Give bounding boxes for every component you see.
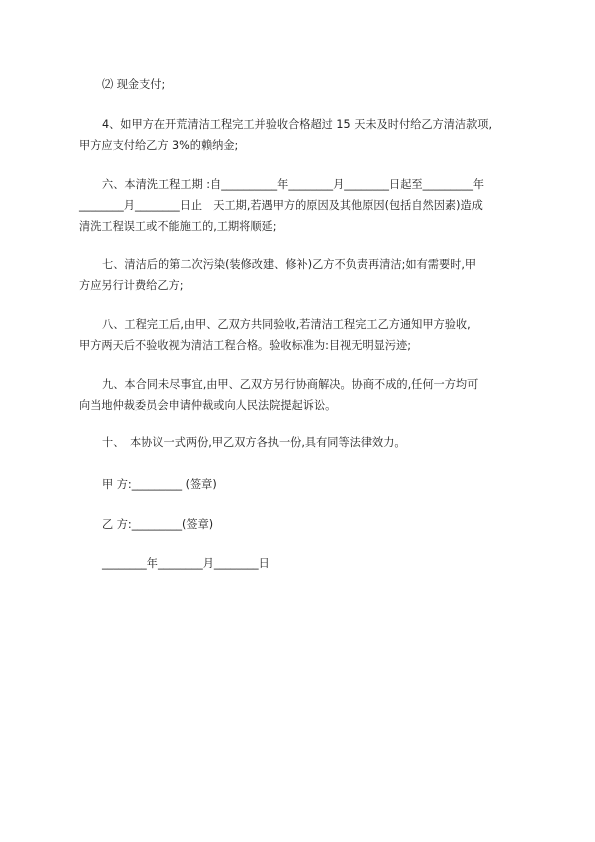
- signing-date-text: ________年________月________日: [102, 557, 270, 570]
- clause-6-line-2: ________月________日止 天工期,若遇甲方的原因及其他原因(包括自然因素)造成: [79, 199, 483, 212]
- cash-payment-item: [79, 74, 552, 95]
- clause-7: [79, 254, 529, 296]
- signing-date: [79, 553, 552, 574]
- clause-10: [79, 432, 552, 453]
- party-b-text: 乙 方:_________(签章): [102, 518, 214, 531]
- clause-8: [79, 314, 529, 356]
- clause-10-text: 十、 本协议一式两份,甲乙双方各执一份,具有同等法律效力。: [102, 436, 406, 449]
- party-b-signature: [79, 514, 552, 535]
- clause-9-line-2: 向当地仲裁委员会申请仲裁或向人民法院提起诉讼。: [79, 399, 337, 412]
- party-a-text: 甲 方:_________ (签章): [102, 478, 217, 491]
- clause-9: [79, 374, 529, 416]
- cash-payment-text: ⑵ 现金支付;: [102, 78, 166, 91]
- clause-7-line-1: 七、清洁后的第二次污染(装修改建、修补)乙方不负责再清洁;如有需要时,甲: [102, 258, 477, 271]
- clause-6-line-1: 六、本清洗工程工期 :自__________年________月________日起至_________年: [102, 178, 485, 191]
- clause-8-line-2: 甲方两天后不验收视为清洁工程合格。验收标准为:目视无明显污迹;: [79, 339, 411, 352]
- clause-6: [79, 174, 529, 237]
- clause-4-line-2: 甲方应支付给乙方 3%的赖纳金;: [79, 139, 239, 152]
- clause-9-line-1: 九、本合同未尽事宜,由甲、乙双方另行协商解决。协商不成的,任何一方均可: [102, 378, 479, 391]
- clause-7-line-2: 方应另行计费给乙方;: [79, 279, 184, 292]
- party-a-signature: [79, 474, 552, 495]
- clause-6-line-3: 清洗工程误工或不能施工的,工期将顺延;: [79, 220, 277, 233]
- clause-8-line-1: 八、工程完工后,由甲、乙双方共同验收,若清洁工程完工乙方通知甲方验收,: [102, 318, 471, 331]
- clause-4-line-1: 4、如甲方在开荒清洁工程完工并验收合格超过 15 天未及时付给乙方清洁款项,: [102, 118, 493, 131]
- clause-4: [79, 114, 529, 156]
